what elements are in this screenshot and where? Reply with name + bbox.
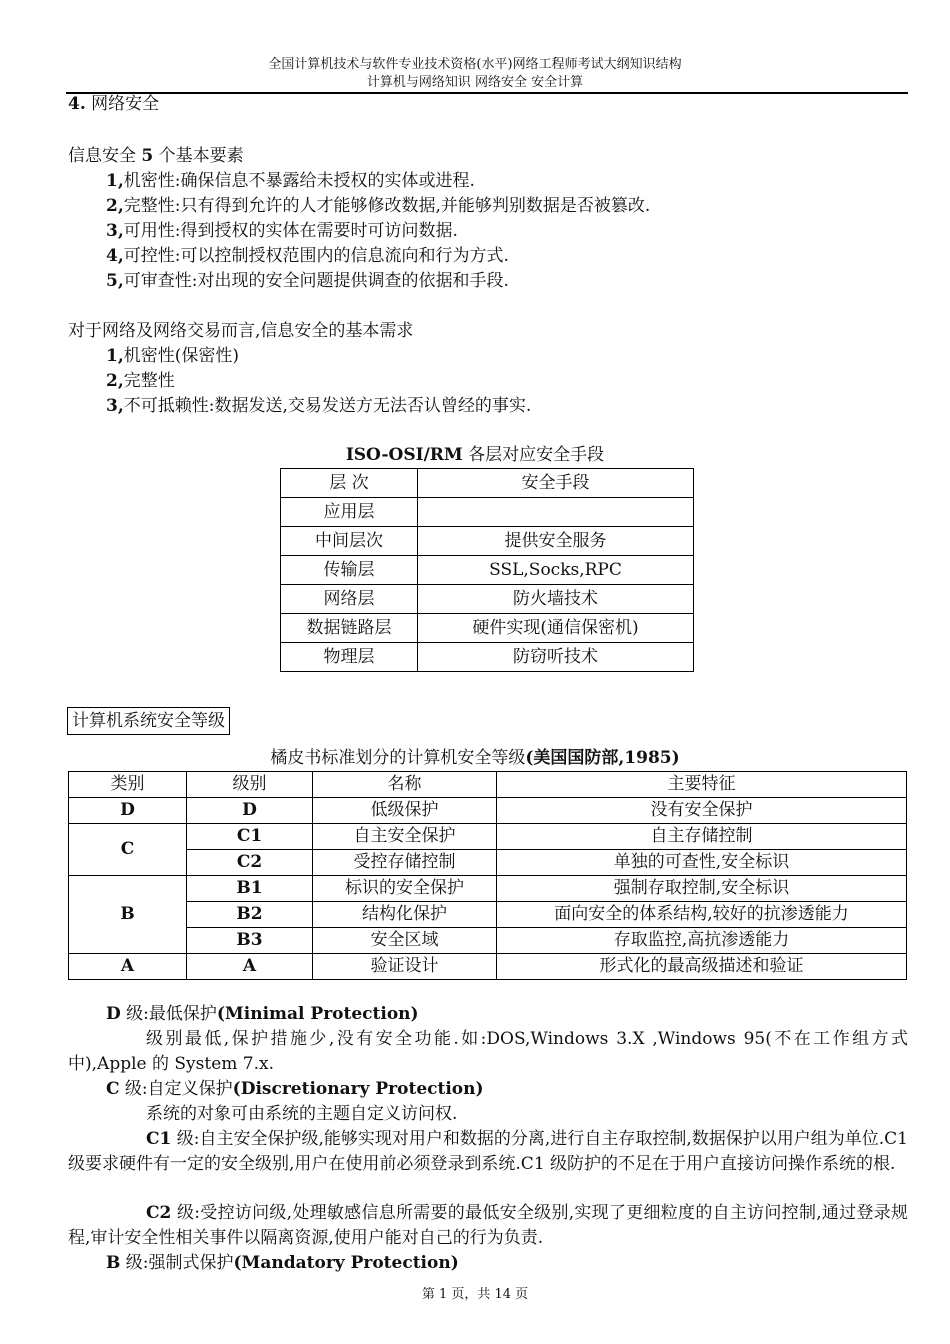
item-number: 3, xyxy=(106,221,124,241)
item-desc: 可以控制授权范围内的信息流向和行为方式. xyxy=(180,246,509,266)
table-header-row xyxy=(69,772,907,798)
table-cell: 网络层 xyxy=(281,585,418,614)
item-name: 可用性: xyxy=(123,221,181,241)
table-header-row xyxy=(281,469,694,498)
level-c1-label: C1 xyxy=(146,1129,172,1149)
feature-cell: 单独的可查性,安全标识 xyxy=(497,850,907,876)
table-row xyxy=(69,850,907,876)
name-cell: 结构化保护 xyxy=(313,902,497,928)
list-item xyxy=(106,220,458,242)
table-row xyxy=(281,556,694,585)
section-title: 网络安全 xyxy=(91,94,160,114)
name-cell: 受控存储控制 xyxy=(313,850,497,876)
level-title: 级:最低保护 xyxy=(120,1004,217,1024)
table-row xyxy=(69,954,907,980)
item-name: 可审查性: xyxy=(123,271,198,291)
list-item xyxy=(106,170,475,192)
level-c2-label: C2 xyxy=(146,1203,172,1223)
osi-caption-rest: 各层对应安全手段 xyxy=(462,445,605,465)
item-name: 完整性: xyxy=(123,196,181,216)
header-cell: 主要特征 xyxy=(497,772,907,798)
item-number: 1, xyxy=(106,171,124,191)
list-item xyxy=(106,245,509,267)
level-cell: B1 xyxy=(187,876,313,902)
level-letter: B xyxy=(106,1253,121,1273)
header-cell: 名称 xyxy=(313,772,497,798)
table-cell xyxy=(418,498,694,527)
security-grade-table xyxy=(68,771,907,980)
list-item xyxy=(106,195,650,217)
table-cell: 防火墙技术 xyxy=(418,585,694,614)
name-cell: 验证设计 xyxy=(313,954,497,980)
table-row xyxy=(69,876,907,902)
feature-cell: 自主存储控制 xyxy=(497,824,907,850)
osi-security-table xyxy=(280,468,694,672)
level-english: (Discretionary Protection) xyxy=(232,1079,484,1099)
level-b-heading xyxy=(106,1252,459,1274)
item-number: 5, xyxy=(106,271,124,291)
header-cell: 层 次 xyxy=(281,469,418,498)
level-letter: D xyxy=(106,1004,121,1024)
osi-caption-bold: ISO-OSI/RM xyxy=(345,445,463,465)
level-c2-paragraph xyxy=(68,1201,908,1251)
grade-table-caption xyxy=(0,747,950,769)
table-row xyxy=(281,527,694,556)
name-cell: 标识的安全保护 xyxy=(313,876,497,902)
table-cell: 硬件实现(通信保密机) xyxy=(418,614,694,643)
level-cell: B3 xyxy=(187,928,313,954)
section-number: 4. xyxy=(68,94,86,114)
category-cell: A xyxy=(69,954,187,980)
level-c-text: 系统的对象可由系统的主题自定义访问权. xyxy=(146,1104,458,1124)
level-c1-text: 级:自主安全保护级,能够实现对用户和数据的分离,进行自主存取控制,数据保护以用户组为单位.C1 级要求硬件有一定的安全级别,用户在使用前必须登录到系统.C1 级防护的不足在于用户直接访问操作系统的根. xyxy=(68,1129,908,1174)
level-english: (Minimal Protection) xyxy=(216,1004,419,1024)
feature-cell: 面向安全的体系结构,较好的抗渗透能力 xyxy=(497,902,907,928)
grade-caption-pre: 橘皮书标准划分的计算机安全等级 xyxy=(270,748,526,768)
item-number: 1, xyxy=(106,346,124,366)
level-cell: B2 xyxy=(187,902,313,928)
table-cell: 中间层次 xyxy=(281,527,418,556)
elements-heading-pre: 信息安全 xyxy=(68,146,142,166)
section-heading xyxy=(68,93,159,115)
item-number: 2, xyxy=(106,371,124,391)
header-cell: 类别 xyxy=(69,772,187,798)
table-cell: 防窃听技术 xyxy=(418,643,694,672)
header-cell: 级别 xyxy=(187,772,313,798)
level-d-text: 级别最低,保护措施少,没有安全功能.如:DOS,Windows 3.X ,Windows 95(不在工作组方式中),Apple 的 System 7.x. xyxy=(68,1029,908,1074)
level-cell: D xyxy=(187,798,313,824)
table-cell: SSL,Socks,RPC xyxy=(418,556,694,585)
item-desc: 得到授权的实体在需要时可访问数据. xyxy=(180,221,458,241)
elements-heading xyxy=(68,145,244,167)
list-item xyxy=(106,395,531,417)
feature-cell: 没有安全保护 xyxy=(497,798,907,824)
category-cell: B xyxy=(69,876,187,954)
item-number: 2, xyxy=(106,196,124,216)
item-name: 完整性 xyxy=(123,371,175,391)
item-number: 4, xyxy=(106,246,124,266)
level-title: 级:强制式保护 xyxy=(120,1253,234,1273)
name-cell: 安全区域 xyxy=(313,928,497,954)
table-cell: 物理层 xyxy=(281,643,418,672)
item-name: 不可抵赖性: xyxy=(123,396,215,416)
level-title: 级:自定义保护 xyxy=(119,1079,233,1099)
item-desc: 确保信息不暴露给未授权的实体或进程. xyxy=(180,171,475,191)
table-row xyxy=(281,614,694,643)
table-cell: 应用层 xyxy=(281,498,418,527)
list-item xyxy=(106,345,239,367)
level-cell: A xyxy=(187,954,313,980)
table-row xyxy=(281,585,694,614)
needs-heading: 对于网络及网络交易而言,信息安全的基本需求 xyxy=(68,321,414,341)
table-cell: 提供安全服务 xyxy=(418,527,694,556)
item-desc: 数据发送,交易发送方无法否认曾经的事实. xyxy=(214,396,532,416)
table-row xyxy=(69,902,907,928)
table-cell: 数据链路层 xyxy=(281,614,418,643)
boxed-section-title: 计算机系统安全等级 xyxy=(67,707,230,735)
item-desc: 对出现的安全问题提供调查的依据和手段. xyxy=(197,271,509,291)
feature-cell: 形式化的最高级描述和验证 xyxy=(497,954,907,980)
item-name: 机密性: xyxy=(123,171,181,191)
item-name: 可控性: xyxy=(123,246,181,266)
table-row xyxy=(281,643,694,672)
level-c1-paragraph xyxy=(68,1127,908,1177)
name-cell: 自主安全保护 xyxy=(313,824,497,850)
level-c-heading xyxy=(106,1078,484,1100)
item-number: 3, xyxy=(106,396,124,416)
level-english: (Mandatory Protection) xyxy=(233,1253,459,1273)
page-footer: 第 1 页，共 14 页 xyxy=(421,1287,529,1302)
level-d-heading xyxy=(106,1003,419,1025)
item-desc: 只有得到允许的人才能够修改数据,并能够判别数据是否被篡改. xyxy=(180,196,651,216)
osi-table-caption xyxy=(0,444,950,466)
level-cell: C1 xyxy=(187,824,313,850)
list-item xyxy=(106,270,509,292)
elements-heading-num: 5 xyxy=(141,146,154,166)
feature-cell: 存取监控,高抗渗透能力 xyxy=(497,928,907,954)
name-cell: 低级保护 xyxy=(313,798,497,824)
running-header-line1: 全国计算机技术与软件专业技术资格(水平)网络工程师考试大纲知识结构 xyxy=(268,57,682,72)
item-name: 机密性(保密性) xyxy=(123,346,240,366)
table-cell: 传输层 xyxy=(281,556,418,585)
table-row xyxy=(69,798,907,824)
header-cell: 安全手段 xyxy=(418,469,694,498)
feature-cell: 强制存取控制,安全标识 xyxy=(497,876,907,902)
level-letter: C xyxy=(106,1079,120,1099)
level-c2-text: 级:受控访问级,处理敏感信息所需要的最低安全级别,实现了更细粒度的自主访问控制,通过登录规程,审计安全性相关事件以隔离资源,使用户能对自己的行为负责. xyxy=(68,1203,908,1248)
elements-heading-post: 个基本要素 xyxy=(153,146,244,166)
grade-caption-bold: (美国国防部,1985) xyxy=(525,748,680,768)
level-cell: C2 xyxy=(187,850,313,876)
header-rule xyxy=(66,92,908,94)
table-row xyxy=(69,824,907,850)
running-header-line2: 计算机与网络知识 网络安全 安全计算 xyxy=(366,75,584,90)
category-cell: D xyxy=(69,798,187,824)
list-item xyxy=(106,370,175,392)
table-row xyxy=(281,498,694,527)
category-cell: C xyxy=(69,824,187,876)
table-row xyxy=(69,928,907,954)
